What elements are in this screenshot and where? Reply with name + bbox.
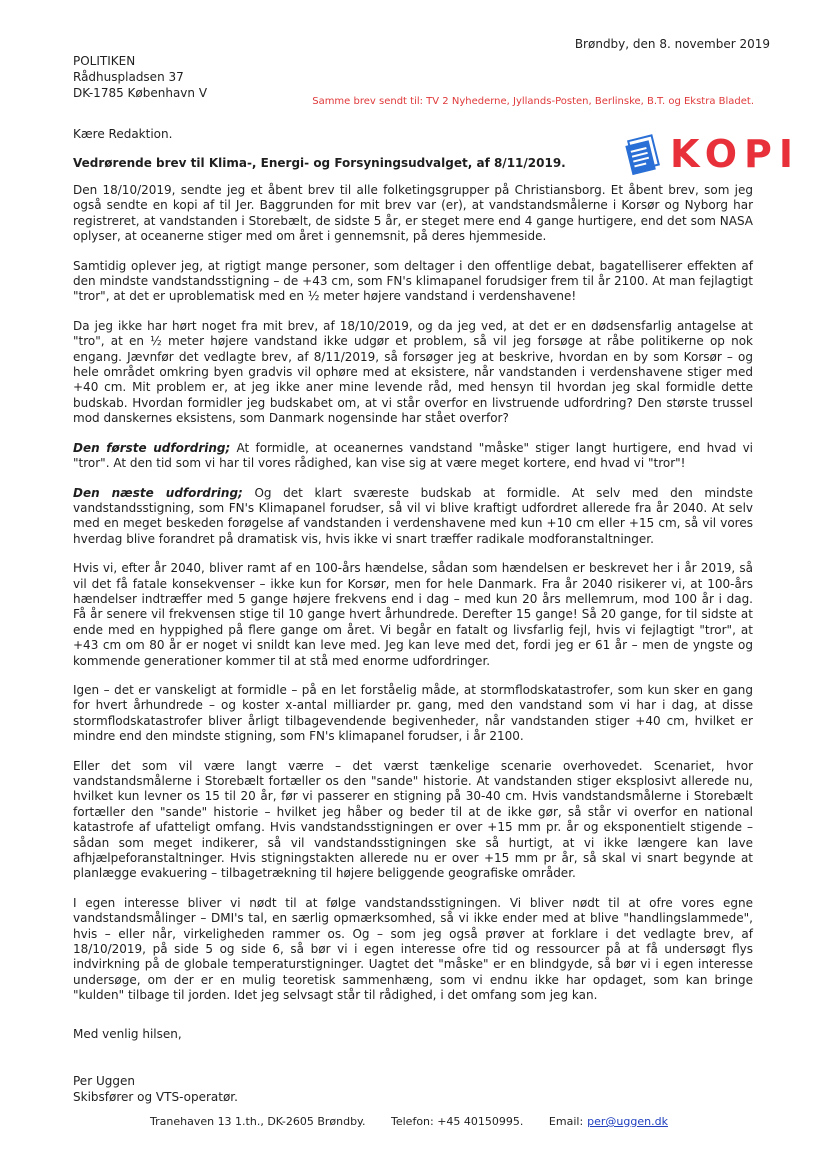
paragraph-9: I egen interesse bliver vi nødt til at følge vandstandsstigningen. Vi bliver nødt til at ofre vores egne vandstandsmålinger – DMI's tal, en særlig opmærksomhed, så vi ikke ender med at blive "handlingslammede", hvis – eller når, virkeligheden rammer os. Og – som jeg også prøver at forklare i det vedlagte brev, af 18/10/2019, på side 5 og side 6, så bør vi i egen interesse ofre tid og ressourcer på at få undersøgt flys indvirkning på de globale temperaturstigninger. Uagtet det "måske" er en blindgyde, så bør vi i egen interesse undersøge, om der er en mulig teoretisk sammenhæng, som vi endnu ikke har opdaget, som kan bringe "kulden" tilbage til jorden. Idet jeg selvsagt står til rådighed, i det omfang som jeg kan. bbox=[73, 895, 753, 1003]
challenge-one-lead: Den første udfordring; bbox=[73, 440, 231, 455]
paragraph-challenge-one bbox=[73, 441, 753, 472]
footer-email-link[interactable]: per@uggen.dk bbox=[587, 1115, 668, 1128]
footer-phone: Telefon: +45 40150995. bbox=[391, 1115, 524, 1128]
paragraph-1: Den 18/10/2019, sendte jeg et åbent brev til alle folketingsgrupper på Christiansborg. Et åbent brev, som jeg også sendte en kopi af til Jer. Baggrunden for mit brev var (er), at vandstandsmålerne i Korsør og Nyborg har registreret, at vandstanden i Storebælt, de sidste 5 år, er steget mere end 4 gange hurtigere, end det som NASA oplyser, at oceanerne stiger med om året i gennemsnit, på deres hjemmeside. bbox=[73, 183, 753, 244]
signature-block bbox=[73, 1073, 238, 1105]
letter-footer bbox=[150, 1115, 668, 1128]
letter-date: Brøndby, den 8. november 2019 bbox=[574, 37, 770, 51]
challenge-two-text: Og det klart sværeste budskab at formidle. At selv med den mindste vandstandsstigning, som FN's Klimapanel forudser, så vil vi blive kraftigt udfordret allerede fra år 2040. At selv med en meget beskeden forøgelse af vandstanden i verdenshavene med kun +10 cm eller +15 cm, så vil vores hverdag blive forandret på dramatisk vis, hvis ikke vi snart træffer radikale modforanstaltninger. bbox=[73, 485, 753, 546]
paragraph-challenge-two bbox=[73, 486, 753, 548]
signature-name: Per Uggen bbox=[73, 1074, 135, 1088]
challenge-two-lead: Den næste udfordring; bbox=[73, 485, 243, 500]
paragraph-2: Samtidig oplever jeg, at rigtigt mange personer, som deltager i den offentlige debat, bagatelliserer effekten af den mindste vandstandsstigning – de +43 cm, som FN's klimapanel forudsiger frem til år 2100. At man fejlagtigt "tror", at det er uproblematisk med en ½ meter højere vandstand i verdenshavene! bbox=[73, 258, 753, 304]
kopi-stamp-word: KOPI bbox=[670, 132, 801, 176]
recipient-name: POLITIKEN bbox=[73, 54, 136, 68]
kopi-stamp bbox=[622, 130, 801, 178]
document-copy-icon bbox=[622, 134, 664, 176]
recipient-address bbox=[73, 53, 207, 101]
closing-line: Med venlig hilsen, bbox=[73, 1027, 182, 1041]
salutation: Kære Redaktion. bbox=[73, 127, 173, 141]
subject-line: Vedrørende brev til Klima-, Energi- og Forsyningsudvalget, af 8/11/2019. bbox=[73, 156, 566, 170]
signature-title: Skibsfører og VTS-operatør. bbox=[73, 1090, 238, 1104]
recipient-city: DK-1785 København V bbox=[73, 86, 208, 100]
copies-note: Samme brev sendt til: TV 2 Nyhederne, Jyllands-Posten, Berlinske, B.T. og Ekstra Bladet. bbox=[312, 96, 754, 107]
paragraph-3: Da jeg ikke har hørt noget fra mit brev, af 18/10/2019, og da jeg ved, at det er en dødsensfarlig antagelse at "tro", at en ½ meter højere vandstand ikke udgør et problem, så vil jeg forsøge at råbe politikerne op nok engang. Jævnfør det vedlagte brev, af 8/11/2019, så forsøger jeg at beskrive, hvordan en by som Korsør – og hele området omkring byen gradvis vil ophøre med at eksistere, når vandstanden i verdenshavene stiger med +40 cm. Mit problem er, at jeg ikke aner mine levende råd, med hensyn til hvordan jeg skal formidle dette budskab. Hvordan formidler jeg budskabet om, at vi står overfor en livstruende udfordring? Den største trussel mod danskernes eksistens, som Danmark nogensinde har stået overfor? bbox=[73, 318, 753, 426]
challenge-one-text: At formidle, at oceanernes vandstand "måske" stiger langt hurtigere, end hvad vi "tror". At den tid som vi har til vores rådighed, kan vise sig at være meget kortere, end hvad vi "tror"! bbox=[73, 440, 754, 471]
letter-body bbox=[73, 183, 753, 1018]
recipient-street: Rådhuspladsen 37 bbox=[73, 70, 184, 84]
footer-address: Tranehaven 13 1.th., DK-2605 Brøndby. bbox=[150, 1115, 366, 1128]
paragraph-8: Eller det som vil være langt værre – det værst tænkelige scenarie overhovedet. Scenariet, hvor vandstandsmålerne i Storebælt fortæller os den "sande" historie. At vandstanden stiger eksplosivt allerede nu, hvilket kun levner os 15 til 20 år, før vi passerer en stigning på 30-40 cm. Hvis vandstandsmålerne i Storebælt fortæller den "sande" historie – hvilket jeg håber og beder til at de ikke gør, så står vi overfor en national katastrofe af ufatteligt omfang. Hvis vandstandsstigningen er over +15 mm pr. år og eksponentielt stigende – sådan som meget indikerer, så vil vandstandsstigningen ske så hurtigt, at vi ikke længere kan lave afhjælpeforanstaltninger. Hvis stigningstakten allerede nu er over +15 mm pr år, så skal vi snart begynde at planlægge evakuering – tilbagetrækning til højere beliggende geografiske områder. bbox=[73, 758, 753, 881]
paragraph-7: Igen – det er vanskeligt at formidle – på en let forståelig måde, at stormflodskatastrofer, som kun sker en gang for hvert århundrede – og koster x-antal milliarder pr. gang, med den vandstand som vi har i dag, at disse stormflodskatastrofer bliver årligt tilbagevendende begivenheder, når vandstanden stiger +40 cm, hvilket er mindre end den mindste stigning, som FN's klimapanel forudser, i år 2100. bbox=[73, 682, 753, 744]
paragraph-6: Hvis vi, efter år 2040, bliver ramt af en 100-års hændelse, sådan som hændelsen er beskrevet her i år 2019, så vil det få fatale konsekvenser – ikke kun for Korsør, men for hele Danmark. Fra år 2040 risikerer vi, at 100-års hændelser indtræffer med 5 gange højere frekvens end i dag – med kun 20 års mellemrum, mod 100 år i dag. Få år senere vil frekvensen stige til 10 gange hvert århundrede. Derefter 15 gange! Så 20 gange, for til sidste at ende med en hyppighed på flere gange om året. Vi begår en fatalt og livsfarlig fejl, hvis vi fejlagtigt "tror", at +43 cm om 80 år er noget vi snildt kan leve med. Jeg kan leve med det, fordi jeg er 61 år – men de yngste og kommende generationer kommer til at stå med enorme udfordringer. bbox=[73, 561, 753, 668]
footer-email-label: Email: bbox=[548, 1115, 584, 1128]
